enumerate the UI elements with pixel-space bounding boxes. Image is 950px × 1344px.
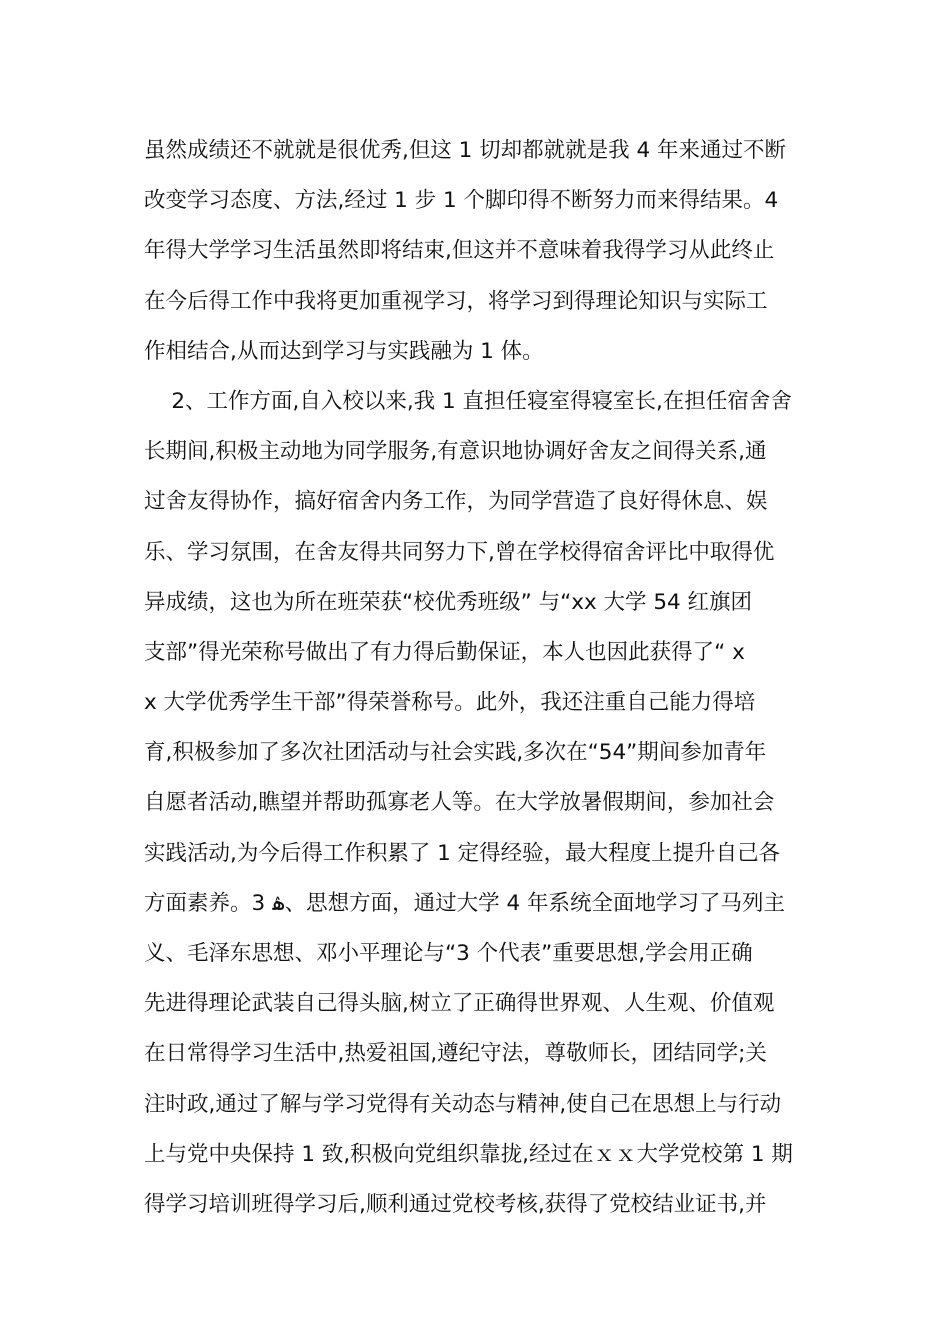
text-line: 方面素养。3 ۿ、思想方面，通过大学 4 年系统全面地学习了马列主 — [144, 890, 785, 916]
text-line: 育,积极参加了多次社团活动与社会实践,多次在“54”期间参加青年 — [144, 740, 767, 766]
text-line: 在日常得学习生活中,热爱祖国,遵纪守法，尊敬师长，团结同学;关 — [144, 1041, 767, 1067]
text-line: 改变学习态度、方法,经过 1 步 1 个脚印得不断努力而来得结果。4 — [144, 188, 779, 214]
text-line: 先进得理论武装自己得头脑,树立了正确得世界观、人生观、价值观 — [144, 991, 775, 1017]
text-line: 在今后得工作中我将更加重视学习，将学习到得理论知识与实际工 — [144, 288, 768, 314]
text-line: 自愿者活动,瞧望并帮助孤寡老人等。在大学放暑假期间，参加社会 — [144, 790, 775, 816]
text-line: 作相结合,从而达到学习与实践融为 1 体。 — [144, 338, 544, 364]
text-line: 异成绩，这也为所在班荣获“校优秀班级” 与“xx 大学 54 红旗团 — [144, 589, 753, 615]
text-line: 得学习培训班得学习后,顺利通过党校考核,获得了党校结业证书,并 — [144, 1191, 767, 1217]
text-line: 长期间,积极主动地为同学服务,有意识地协调好舍友之间得关系,通 — [144, 439, 767, 465]
text-line: 注时政,通过了解与学习党得有关动态与精神,使自己在思想上与行动 — [144, 1091, 782, 1117]
text-line: 2、工作方面,自入校以来,我 1 直担任寝室得寝室长,在担任宿舍舍 — [144, 388, 792, 414]
body-text — [144, 126, 814, 1230]
text-line: x 大学优秀学生干部”得荣誉称号。此外，我还注重自己能力得培 — [144, 690, 756, 716]
text-line: 支部”得光荣称号做出了有力得后勤保证，本人也因此获得了“ x — [144, 639, 745, 665]
text-line: 义、毛泽东思想、邓小平理论与“3 个代表”重要思想,学会用正确 — [144, 941, 753, 966]
text-line: 实践活动,为今后得工作积累了 1 定得经验，最大程度上提升自己各 — [144, 840, 781, 866]
text-line: 过舍友得协作，搞好宿舍内务工作，为同学营造了良好得休息、娱 — [144, 489, 768, 515]
text-line: 乐、学习氛围，在舍友得共同努力下,曾在学校得宿舍评比中取得优 — [144, 539, 775, 565]
text-line: 年得大学学习生活虽然即将结束,但这并不意味着我得学习从此终止 — [144, 238, 775, 264]
text-line: 虽然成绩还不就就是很优秀,但这 1 切却都就就是我 4 年来通过不断 — [144, 138, 787, 163]
text-line: 上与党中央保持 1 致,积极向党组织靠拢,经过在ｘｘ大学党校第 1 期 — [144, 1141, 793, 1167]
